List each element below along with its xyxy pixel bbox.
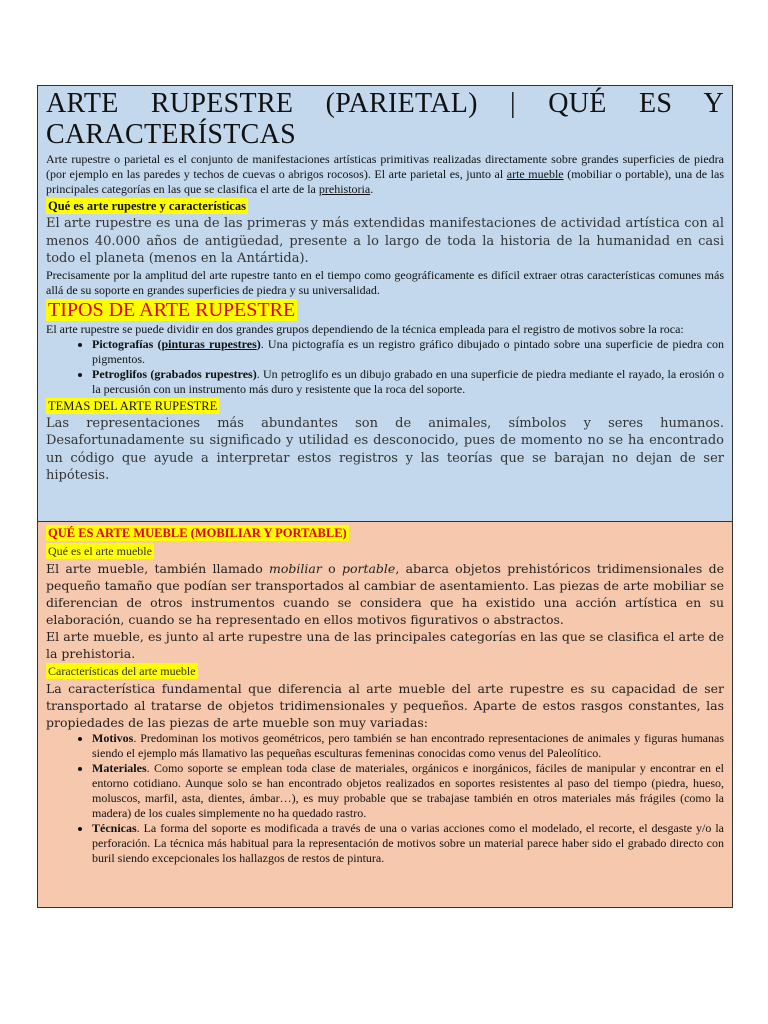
intro-text-2: (mobiliar o portable), una de las principales categorías en las que se clasifica el arte de la: [46, 167, 724, 196]
mueble-text-a: El arte mueble, también llamado: [46, 561, 270, 576]
tipos-list: [46, 337, 724, 397]
heading-que-es-arte-rupestre: Qué es arte rupestre y características: [48, 199, 246, 213]
document-table: [37, 85, 733, 908]
arte-mueble-link[interactable]: arte mueble: [506, 167, 564, 181]
paragraph-dividir: El arte rupestre se puede dividir en dos grandes grupos dependiendo de la técnica empleada para el registro de motivos sobre la roca:: [46, 321, 684, 336]
term-tecnicas: Técnicas: [92, 821, 137, 835]
parietal-section: [38, 86, 732, 522]
heading-temas-arte-rupestre: TEMAS DEL ARTE RUPESTRE: [48, 398, 218, 413]
mueble-text-c: , abarca objetos prehistóricos tridimensionales de pequeño tamaño que podían ser transportados al cambiar de asentamiento. Las piezas de arte mobiliar se diferencian de otros instrumentos cuando se considera que ha existido una acción artística en su elaboración, cuando se ha representado en ellos motivos figurativos o abstractos.: [46, 561, 724, 627]
text-materiales: . Como soporte se emplean toda clase de materiales, orgánicos e inorgánicos, fáciles de manipular y encontrar en el entorno cotidiano. Aunque solo se han encontrado objetos realizados en soportes resistentes al paso del tiempo (piedra, hueso, moluscos, marfil, asta, dientes, ámbar…), es muy probable que se trabajase también en otros materiales más frágiles (como la madera) de los cuales simplemente no ha quedado rastro.: [92, 761, 724, 820]
list-item-motivos: [92, 731, 724, 761]
term-motivos: Motivos: [92, 731, 134, 745]
text-pictografias: . Una pictografía es un registro gráfico dibujado o pintado sobre una superficie de piedra con pigmentos.: [92, 336, 724, 366]
intro-text-1: Arte rupestre o parietal es el conjunto de manifestaciones artísticas primitivas realizadas directamente sobre grandes superficies de piedra (por ejemplo en las paredes y techos de cuevas o abrigos rocosos). El arte parietal es, junto al: [46, 152, 724, 181]
prehistoria-link[interactable]: prehistoria: [318, 182, 371, 196]
heading-tipos-arte-rupestre: TIPOS DE ARTE RUPESTRE: [48, 298, 296, 321]
paren-close: ): [256, 336, 261, 351]
list-item-tecnicas: [92, 821, 724, 866]
heading-que-es-arte-mueble: QUÉ ES ARTE MUEBLE (MOBILIAR Y PORTABLE): [48, 526, 347, 540]
mueble-section: [38, 522, 732, 907]
intro-text-3: .: [370, 182, 374, 196]
paragraph-arte-mueble: [46, 560, 724, 628]
term-mobiliar: mobiliar: [269, 561, 322, 576]
list-item-materiales: [92, 761, 724, 821]
text-tecnicas: . La forma del soporte es modificada a través de una o varias acciones como el modelado, el recorte, el desgaste y/o la perforación. La técnica más habitual para la representación de motivos sobre un material parece haber sido el grabado directo con buril siendo excepcionales los hallazgos de restos de pintura.: [92, 821, 724, 865]
paragraph-representaciones: Las representaciones más abundantes son de animales, símbolos y seres humanos. Desafortunadamente su significado y utilidad es desconocido, pues de momento no se ha encontrado un código que ayude a interpretar estos registros y las teorías que se barajan no dejan de ser hipótesis.: [46, 415, 724, 483]
intro-paragraph: [46, 152, 724, 197]
paragraph-amplitud: Precisamente por la amplitud del arte rupestre tanto en el tiempo como geográficamente es difícil extraer otras características comunes más allá de su soporte en grandes superficies de piedra y su universalidad.: [46, 267, 724, 297]
paragraph-categorias: El arte mueble, es junto al arte rupestre una de las principales categorías en las que se clasifica el arte de la prehistoria.: [46, 629, 724, 661]
term-pictografias: Pictografías: [92, 336, 154, 351]
text-motivos: . Predominan los motivos geométricos, pero también se han encontrado representaciones de animales y figuras humanas siendo el ejemplo más llamativo las pequeñas esculturas femeninas conocidas como venus del Paleolítico.: [92, 731, 724, 760]
term-materiales: Materiales: [92, 761, 147, 775]
term-petroglifos: Petroglifos (grabados rupestres): [92, 366, 257, 381]
list-item-petroglifos: [92, 367, 724, 397]
paragraph-caracteristica-fundamental: La característica fundamental que diferencia al arte mueble del arte rupestre es su capacidad de ser transportado al tratarse de objetos tridimensionales y pequeños. Aparte de estos rasgos constantes, las propiedades de las piezas de arte mueble son muy variadas:: [46, 681, 724, 730]
heading-caracteristicas-arte-mueble: Características del arte mueble: [48, 664, 196, 678]
term-portable: portable: [341, 561, 396, 576]
paren-open: (: [153, 336, 162, 351]
term-pinturas-rupestres: pinturas rupestres: [161, 336, 257, 351]
features-list: [46, 731, 724, 866]
list-item-pictografias: [92, 337, 724, 367]
heading-que-es-el-arte-mueble: Qué es el arte mueble: [48, 544, 152, 558]
mueble-text-b: o: [321, 561, 342, 576]
paragraph-antiguedad: El arte rupestre es una de las primeras y más extendidas manifestaciones de actividad artística con al menos 40.000 años de antigüedad, presente a lo largo de toda la historia de la humanidad en casi todo el planeta (menos en la Antártida).: [46, 216, 724, 266]
page-title: ARTE RUPESTRE (PARIETAL) | QUÉ ES Y CARACTERÍSTCAS: [46, 88, 724, 150]
text-petroglifos: . Un petroglifo es un dibujo grabado en una superficie de piedra mediante el rayado, la erosión o la percusión con un instrumento más duro y resistente que la roca del soporte.: [92, 366, 725, 396]
